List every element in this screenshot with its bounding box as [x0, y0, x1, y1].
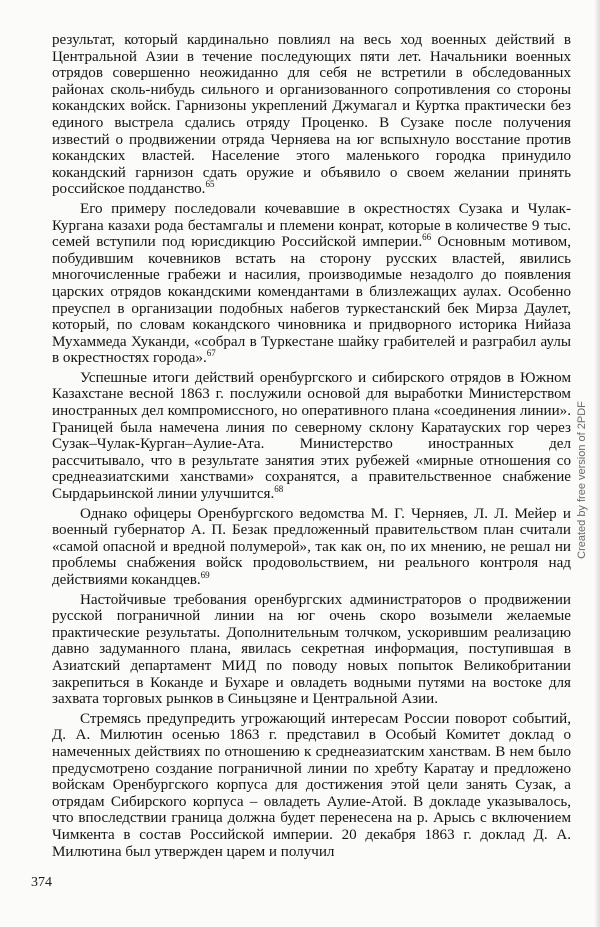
paragraph-3-text: Успешные итоги действий оренбургского и сибирского отрядов в Южном Казахстане весной 1863 г. послужили основой для выработки Министерством иностранных дел компромиссного, но оперативного плана «соединения линии». Границей была намечена линия по северному склону Каратауских гор через Сузак–Чулак-Курган–Аулие-Ата. Министерство иностранных дел рассчитывало, что в результате занятия этих рубежей «мирные отношения со среднеазиатскими ханствами» сохранятся, а правительственное снабжение Сырдарьинской линии улучшится.	[52, 369, 571, 503]
footnote-ref-69: 69	[200, 569, 210, 580]
paragraph-4	[52, 506, 571, 589]
watermark-text: Created by free version of 2PDF	[576, 401, 588, 559]
paragraph-5-text: Настойчивые требования оренбургских администраторов о продвижении русской пограничной линии на юг очень скоро возымели желаемые практические результаты. Дополнительным толчком, ускорившим реализацию давно задуманного плана, явилась секретная информация, поступившая в Азиатский департамент МИД по поводу новых попыток Великобритании закрепиться в Коканде и Бухаре и овладеть водными путями на востоке для захвата торговых рынков в Синьцзяне и Центральной Азии.	[52, 591, 571, 708]
page-number: 374	[31, 875, 52, 890]
paragraph-5	[52, 592, 571, 708]
scan-edge-shadow	[594, 0, 600, 927]
body-text	[52, 32, 571, 863]
footnote-ref-65: 65	[205, 179, 215, 190]
paragraph-2-text: Его примеру последовали кочевавшие в окрестностях Сузака и Чулак-Кургана казахи рода бестамгалы и племени конрат, которые в количестве 9 тыс. семей вступили под юрисдикцию Российской империи.	[52, 200, 571, 251]
paragraph-6-text: Стремясь предупредить угрожающий интересам России поворот событий, Д. А. Милютин осенью 1863 г. представил в Особый Комитет доклад о намеченных действиях по отношению к среднеазиатским ханствам. В нем было предусмотрено создание пограничной линии по хребту Каратау и предложено войскам Оренбургского корпуса для достижения этой цели занять Сузак, а отрядам Сибирского корпуса – овладеть Аулие-Атой. В докладе указывалось, что впоследствии граница должна будет перенесена на р. Арысь с включением Чимкента в состав Российской империи. 20 декабря 1863 г. доклад Д. А. Милютина был утвержден царем и получил	[52, 710, 571, 860]
paragraph-6	[52, 711, 571, 860]
paragraph-1	[52, 32, 571, 198]
footnote-ref-66: 66	[422, 232, 432, 243]
footnote-ref-68: 68	[274, 484, 284, 494]
paragraph-2-text-continued: Основным мотивом, побудившим кочевников встать на сторону русских властей, явились многочисленные грабежи и насилия, производимые незадолго до появления царских отрядов кокандскими комендантами в близлежащих аулах. Особенно преуспел в организации подобных набегов туркестанский бек Мирза Даулет, который, по словам кокандского чиновника и придворного историка Нийаза Мухаммеда Хуканди, «собрал в Туркестане шайку грабителей и разграбил аулы в окрестностях города».	[52, 234, 571, 367]
paragraph-3	[52, 370, 571, 503]
paragraph-2	[52, 201, 571, 367]
paragraph-4-text: Однако офицеры Оренбургского ведомства М. Г. Черняев, Л. Л. Мейер и военный губернатор А. П. Безак предложенный правительством план считали «самой опасной и вредной полумерой», так как он, по их мнению, не решал ни проблемы снабжения войск продовольствием, ни реального контроля над действиями кокандцев.	[52, 505, 571, 588]
footnote-ref-67: 67	[206, 348, 216, 359]
paragraph-1-text: результат, который кардинально повлиял на весь ход военных действий в Центральной Азии в течение последующих пяти лет. Начальники военных отрядов совершенно неожиданно для себя не встретили в обследованных районах сколь-нибудь сильного и организованного сопротивления со стороны кокандских войск. Гарнизоны укреплений Джумагал и Куртка практически без единого выстрела сдались отряду Проценко. В Сузаке после получения известий о продвижении отряда Черняева на юг вспыхнуло восстание против кокандских властей. Население этого маленького городка принудило кокандский гарнизон сдать оружие и объявило о своем желании принять российское подданство.	[52, 32, 571, 198]
